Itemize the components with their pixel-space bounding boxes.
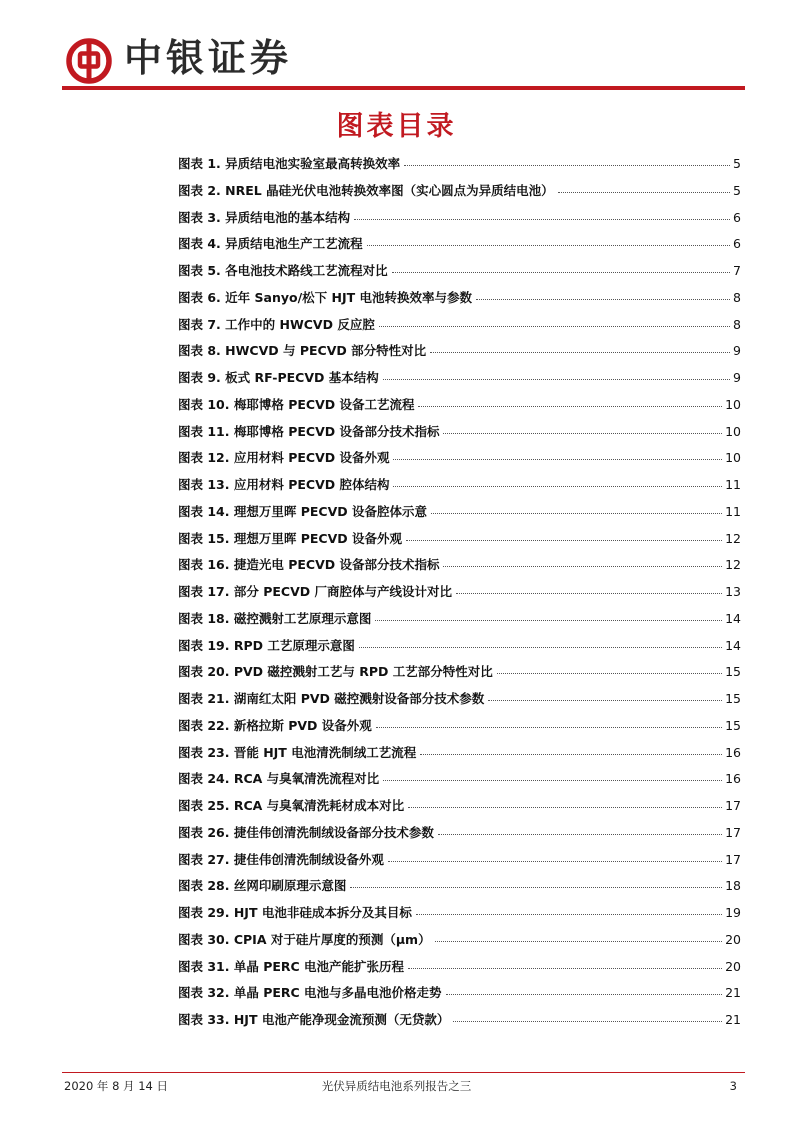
toc-dot-leader: [375, 620, 722, 621]
toc-entry-page[interactable]: 16: [725, 771, 741, 787]
toc-entry-label[interactable]: 图表 11. 梅耶博格 PECVD 设备部分技术指标: [178, 423, 440, 439]
toc-dot-leader: [456, 593, 722, 594]
toc-entry-page[interactable]: 6: [733, 209, 741, 225]
toc-entry[interactable]: [178, 1010, 741, 1037]
toc-dot-leader: [420, 754, 722, 755]
toc-dot-leader: [416, 914, 722, 915]
toc-entry-page[interactable]: 15: [725, 664, 741, 680]
toc-dot-leader: [354, 219, 730, 220]
toc-entry-label[interactable]: 图表 7. 工作中的 HWCVD 反应腔: [178, 316, 375, 332]
toc-entry[interactable]: [178, 983, 741, 1010]
toc-entry-page[interactable]: 7: [733, 263, 741, 278]
toc-entry-label[interactable]: 图表 21. 湖南红太阳 PVD 磁控溅射设备部分技术参数: [178, 691, 485, 706]
bank-of-china-logo-icon: [66, 38, 112, 84]
toc-dot-leader: [383, 379, 730, 380]
toc-entry-page[interactable]: 21: [725, 985, 741, 1001]
toc-entry-page[interactable]: 9: [733, 370, 741, 385]
toc-dot-leader: [443, 433, 722, 434]
toc-entry-label[interactable]: 图表 27. 捷佳伟创清洗制绒设备外观: [178, 851, 384, 867]
toc-dot-leader: [497, 673, 722, 674]
toc-entry[interactable]: [178, 769, 741, 796]
toc-entry-label[interactable]: 图表 17. 部分 PECVD 厂商腔体与产线设计对比: [178, 584, 452, 599]
toc-entry-label[interactable]: 图表 16. 捷造光电 PECVD 设备部分技术指标: [178, 557, 440, 573]
toc-entry-label[interactable]: 图表 13. 应用材料 PECVD 腔体结构: [178, 477, 390, 492]
toc-dot-leader: [558, 192, 730, 193]
toc-entry-page[interactable]: 8: [733, 316, 741, 332]
toc-dot-leader: [393, 486, 722, 487]
toc-entry[interactable]: [178, 208, 741, 235]
toc-entry-label[interactable]: 图表 28. 丝网印刷原理示意图: [178, 878, 347, 894]
toc-entry-label[interactable]: 图表 20. PVD 磁控溅射工艺与 RPD 工艺部分特性对比: [178, 664, 493, 680]
toc-entry[interactable]: [178, 181, 741, 208]
toc-dot-leader: [388, 861, 722, 862]
toc-entry[interactable]: [178, 743, 741, 770]
toc-entry-label[interactable]: 图表 15. 理想万里晖 PECVD 设备外观: [178, 530, 402, 546]
toc-entry[interactable]: [178, 555, 741, 582]
toc-entry-page[interactable]: 15: [725, 691, 741, 706]
toc-entry-label[interactable]: 图表 26. 捷佳伟创清洗制绒设备部分技术参数: [178, 824, 434, 840]
toc-entry[interactable]: [178, 422, 741, 449]
toc-entry[interactable]: [178, 341, 741, 368]
brand-name: 中银证券: [124, 35, 293, 80]
header-divider: [62, 86, 745, 90]
toc-entry[interactable]: [178, 448, 741, 475]
toc-entry-label[interactable]: 图表 10. 梅耶博格 PECVD 设备工艺流程: [178, 396, 415, 412]
footer-page-number: 3: [729, 1079, 737, 1093]
toc-entry-page[interactable]: 20: [725, 958, 741, 974]
toc-entry-page[interactable]: 8: [733, 289, 741, 305]
toc-dot-leader: [438, 834, 722, 835]
toc-entry-label[interactable]: 图表 25. RCA 与臭氧清洗耗材成本对比: [178, 798, 405, 813]
toc-dot-leader: [488, 700, 722, 701]
toc-dot-leader: [408, 968, 722, 969]
toc-dot-leader: [379, 326, 730, 327]
toc-dot-leader: [446, 994, 723, 995]
toc-entry-label[interactable]: 图表 19. RPD 工艺原理示意图: [178, 637, 355, 653]
toc-entry-label[interactable]: 图表 14. 理想万里晖 PECVD 设备腔体示意: [178, 503, 427, 519]
toc-entry[interactable]: [178, 154, 741, 181]
toc-entry-page[interactable]: 5: [733, 182, 741, 198]
toc-dot-leader: [443, 566, 722, 567]
toc-entry[interactable]: [178, 876, 741, 903]
toc-entry[interactable]: [178, 502, 741, 529]
toc-dot-leader: [406, 540, 722, 541]
toc-entry-page[interactable]: 15: [725, 717, 741, 733]
toc-entry[interactable]: [178, 261, 741, 288]
toc-entry-page[interactable]: 16: [725, 744, 741, 760]
toc-entry-page[interactable]: 9: [733, 343, 741, 359]
toc-entry-label[interactable]: 图表 6. 近年 Sanyo/松下 HJT 电池转换效率与参数: [178, 289, 472, 305]
toc-dot-leader: [367, 245, 730, 246]
toc-dot-leader: [376, 727, 722, 728]
toc-entry[interactable]: [178, 529, 741, 556]
toc-entry[interactable]: [178, 609, 741, 636]
toc-entry-label[interactable]: 图表 5. 各电池技术路线工艺流程对比: [178, 263, 388, 278]
toc-entry-label[interactable]: 图表 1. 异质结电池实验室最高转换效率: [178, 156, 401, 171]
footer-date: 2020 年 8 月 14 日: [64, 1079, 168, 1093]
toc-entry-page[interactable]: 5: [733, 156, 741, 171]
toc-entry-page[interactable]: 14: [725, 610, 741, 626]
toc-entry-page[interactable]: 10: [725, 450, 741, 466]
toc-entry-label[interactable]: 图表 30. CPIA 对于硅片厚度的预测（μm）: [178, 931, 431, 947]
toc-dot-leader: [392, 272, 730, 273]
toc-entry-page[interactable]: 18: [725, 878, 741, 894]
toc-dot-leader: [418, 406, 722, 407]
toc-entry-label[interactable]: 图表 8. HWCVD 与 PECVD 部分特性对比: [178, 343, 427, 359]
toc-entry-label[interactable]: 图表 29. HJT 电池非硅成本拆分及其目标: [178, 905, 412, 920]
toc-dot-leader: [393, 459, 722, 460]
toc-dot-leader: [430, 352, 730, 353]
toc-entry-label[interactable]: 图表 12. 应用材料 PECVD 设备外观: [178, 450, 390, 466]
toc-entry-label[interactable]: 图表 23. 晋能 HJT 电池清洗制绒工艺流程: [178, 744, 417, 760]
toc-entry-label[interactable]: 图表 3. 异质结电池的基本结构: [178, 209, 351, 225]
toc-entry[interactable]: [178, 850, 741, 877]
toc-entry[interactable]: [178, 288, 741, 315]
toc-entry-label[interactable]: 图表 9. 板式 RF-PECVD 基本结构: [178, 370, 379, 385]
toc-entry-label[interactable]: 图表 22. 新格拉斯 PVD 设备外观: [178, 717, 372, 733]
toc-entry-page[interactable]: 12: [725, 530, 741, 546]
toc-entry-page[interactable]: 13: [725, 584, 741, 599]
toc-entry-page[interactable]: 17: [725, 851, 741, 867]
toc-entry[interactable]: [178, 957, 741, 984]
toc-dot-leader: [383, 780, 722, 781]
toc-entry-page[interactable]: 19: [725, 905, 741, 920]
toc-entry-page[interactable]: 21: [725, 1012, 741, 1027]
toc-entry-page[interactable]: 17: [725, 824, 741, 840]
toc-entry[interactable]: [178, 582, 741, 609]
toc-entry[interactable]: [178, 368, 741, 395]
toc-dot-leader: [476, 299, 730, 300]
toc-entry[interactable]: [178, 636, 741, 663]
toc-entry-label[interactable]: 图表 18. 磁控溅射工艺原理示意图: [178, 610, 372, 626]
page-header: [0, 0, 793, 95]
toc-entry-label[interactable]: 图表 31. 单晶 PERC 电池产能扩张历程: [178, 958, 405, 974]
toc-entry-page[interactable]: 10: [725, 423, 741, 439]
footer-divider: [62, 1072, 745, 1073]
toc-entry-label[interactable]: 图表 33. HJT 电池产能净现金流预测（无贷款）: [178, 1012, 450, 1027]
toc-entry[interactable]: [178, 716, 741, 743]
toc-entry-page[interactable]: 10: [725, 396, 741, 412]
page-title: 图表目录: [336, 111, 457, 142]
toc-entry[interactable]: [178, 689, 741, 716]
toc-entry[interactable]: [178, 662, 741, 689]
toc-entry-label[interactable]: 图表 4. 异质结电池生产工艺流程: [178, 236, 363, 252]
toc-entry-label[interactable]: 图表 32. 单晶 PERC 电池与多晶电池价格走势: [178, 985, 442, 1001]
toc-entry-page[interactable]: 20: [725, 931, 741, 947]
footer-report-series: 光伏异质结电池系列报告之三: [321, 1079, 472, 1093]
toc-entry[interactable]: [178, 315, 741, 342]
toc-entry-page[interactable]: 12: [725, 557, 741, 573]
toc-entry[interactable]: [178, 395, 741, 422]
toc-dot-leader: [431, 513, 722, 514]
toc-entry[interactable]: [178, 823, 741, 850]
toc-entry[interactable]: [178, 903, 741, 930]
toc-dot-leader: [408, 807, 722, 808]
toc-entry-label[interactable]: 图表 24. RCA 与臭氧清洗流程对比: [178, 771, 380, 787]
toc-dot-leader: [350, 887, 722, 888]
toc-entry-page[interactable]: 14: [725, 637, 741, 653]
toc-entry[interactable]: [178, 234, 741, 261]
toc-entry-page[interactable]: 17: [725, 798, 741, 813]
toc-dot-leader: [359, 647, 722, 648]
toc-entry-page[interactable]: 11: [725, 503, 741, 519]
toc-entry-label[interactable]: 图表 2. NREL 晶硅光伏电池转换效率图（实心圆点为异质结电池）: [178, 182, 554, 198]
toc-dot-leader: [404, 165, 730, 166]
toc-dot-leader: [453, 1021, 722, 1022]
toc-entry[interactable]: [178, 930, 741, 957]
toc-entry[interactable]: [178, 475, 741, 502]
toc-entry-page[interactable]: 6: [733, 236, 741, 252]
toc-entry-page[interactable]: 11: [725, 477, 741, 492]
toc-entry[interactable]: [178, 796, 741, 823]
toc-dot-leader: [435, 941, 723, 942]
table-of-figures: [178, 154, 741, 1037]
